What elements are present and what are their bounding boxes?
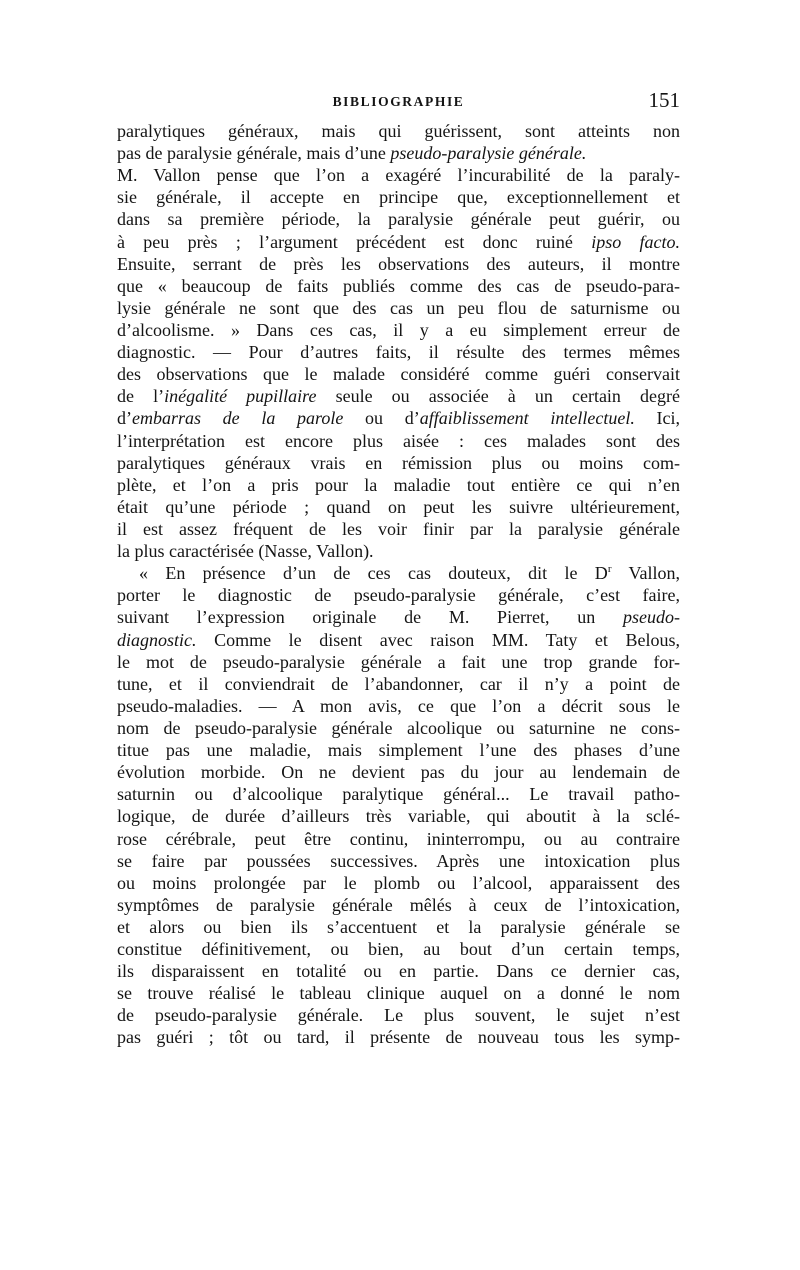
text-line: et alors ou bien ils s’accentuent et la paralysie générale se xyxy=(117,916,680,937)
italic-phrase: inégalité pupillaire xyxy=(164,386,317,407)
text-line: le mot de pseudo-paralysie générale a fait une trop grande for- xyxy=(117,651,680,672)
superscript: r xyxy=(607,563,612,576)
text-line: plète, et l’on a pris pour la maladie tout entière ce qui n’en xyxy=(117,474,680,495)
text-line: la plus caractérisée (Nasse, Vallon). xyxy=(117,541,374,562)
italic-phrase: embarras de la parole xyxy=(132,408,344,429)
text-line: d’alcoolisme. » Dans ces cas, il y a eu simplement erreur de xyxy=(117,319,680,340)
text-line: était qu’une période ; quand on peut les suivre ultérieurement, xyxy=(117,496,680,517)
running-head xyxy=(117,88,680,116)
body-text xyxy=(117,120,680,1049)
italic-phrase: ipso facto. xyxy=(591,231,680,252)
text-line: diagnostic. Comme le disent avec raison MM. Taty et Belous, xyxy=(117,629,680,650)
text-line: saturnin ou d’alcoolique paralytique général... Le travail patho- xyxy=(117,784,680,805)
running-title: BIBLIOGRAPHIE xyxy=(332,94,465,109)
text-line: se faire par poussées successives. Après une intoxication plus xyxy=(117,850,680,871)
text-line: ou moins prolongée par le plomb ou l’alcool, apparaissent des xyxy=(117,872,680,893)
text-line: évolution morbide. On ne devient pas du jour au lendemain de xyxy=(117,762,680,783)
italic-phrase: diagnostic. xyxy=(117,629,197,650)
text-line: diagnostic. — Pour d’autres faits, il résulte des termes mêmes xyxy=(117,342,680,363)
text-line: dans sa première période, la paralysie générale peut guérir, ou xyxy=(117,209,680,230)
text-line: d’embarras de la parole ou d’affaiblissement intellectuel. Ici, xyxy=(117,408,680,429)
text-line: suivant l’expression originale de M. Pierret, un pseudo- xyxy=(117,607,680,628)
italic-phrase: pseudo- xyxy=(623,607,680,628)
text-line: lysie générale ne sont que des cas un peu flou de saturnisme ou xyxy=(117,297,680,318)
text-line: l’interprétation est encore plus aisée : ces malades sont des xyxy=(117,430,680,451)
text-line: à peu près ; l’argument précédent est donc ruiné ipso facto. xyxy=(117,231,680,252)
text-line: porter le diagnostic de pseudo-paralysie générale, c’est faire, xyxy=(117,585,680,606)
text-line: que « beaucoup de faits publiés comme des cas de pseudo-para- xyxy=(117,275,680,296)
text-line: paralytiques généraux vrais en rémission plus ou moins com- xyxy=(117,452,680,473)
text-line: constitue définitivement, ou bien, au bout d’un certain temps, xyxy=(117,939,680,960)
text-line: se trouve réalisé le tableau clinique auquel on a donné le nom xyxy=(117,983,680,1004)
page-number: 151 xyxy=(648,88,680,112)
italic-phrase: pseudo-paralysie générale. xyxy=(390,143,587,164)
italic-phrase: affaiblissement intellectuel. xyxy=(419,408,635,429)
text-line: Ensuite, serrant de près les observations des auteurs, il montre xyxy=(117,253,680,274)
text-line: des observations que le malade considéré comme guéri conservait xyxy=(117,364,680,385)
text-line: rose cérébrale, peut être continu, ininterrompu, ou au contraire xyxy=(117,828,680,849)
text-line: sie générale, il accepte en principe que, exceptionnellement et xyxy=(117,187,680,208)
text-line: pas de paralysie générale, mais d’une pseudo-paralysie générale. xyxy=(117,143,587,164)
text-line: pseudo-maladies. — A mon avis, ce que l’on a décrit sous le xyxy=(117,695,680,716)
text-line: symptômes de paralysie générale mêlés à ceux de l’intoxication, xyxy=(117,894,680,915)
text-line: « En présence d’un de ces cas douteux, dit le $D^r$ Vallon, xyxy=(139,563,680,584)
text-line: de pseudo-paralysie générale. Le plus souvent, le sujet n’est xyxy=(117,1005,680,1026)
text-line: nom de pseudo-paralysie générale alcoolique ou saturnine ne cons- xyxy=(117,717,680,738)
text-line: titue pas une maladie, mais simplement l’une des phases d’une xyxy=(117,740,680,761)
text-line: de l’inégalité pupillaire seule ou associée à un certain degré xyxy=(117,386,680,407)
text-line: M. Vallon pense que l’on a exagéré l’incurabilité de la paraly- xyxy=(117,165,680,186)
text-line: tune, et il conviendrait de l’abandonner, car il n’y a point de xyxy=(117,673,680,694)
text-line: ils disparaissent en totalité ou en partie. Dans ce dernier cas, xyxy=(117,961,680,982)
text-line: pas guéri ; tôt ou tard, il présente de nouveau tous les symp- xyxy=(117,1027,680,1048)
text-line: il est assez fréquent de les voir finir par la paralysie générale xyxy=(117,518,680,539)
text-line: logique, de durée d’ailleurs très variable, qui aboutit à la sclé- xyxy=(117,806,680,827)
text-line: paralytiques généraux, mais qui guérissent, sont atteints non xyxy=(117,121,680,141)
